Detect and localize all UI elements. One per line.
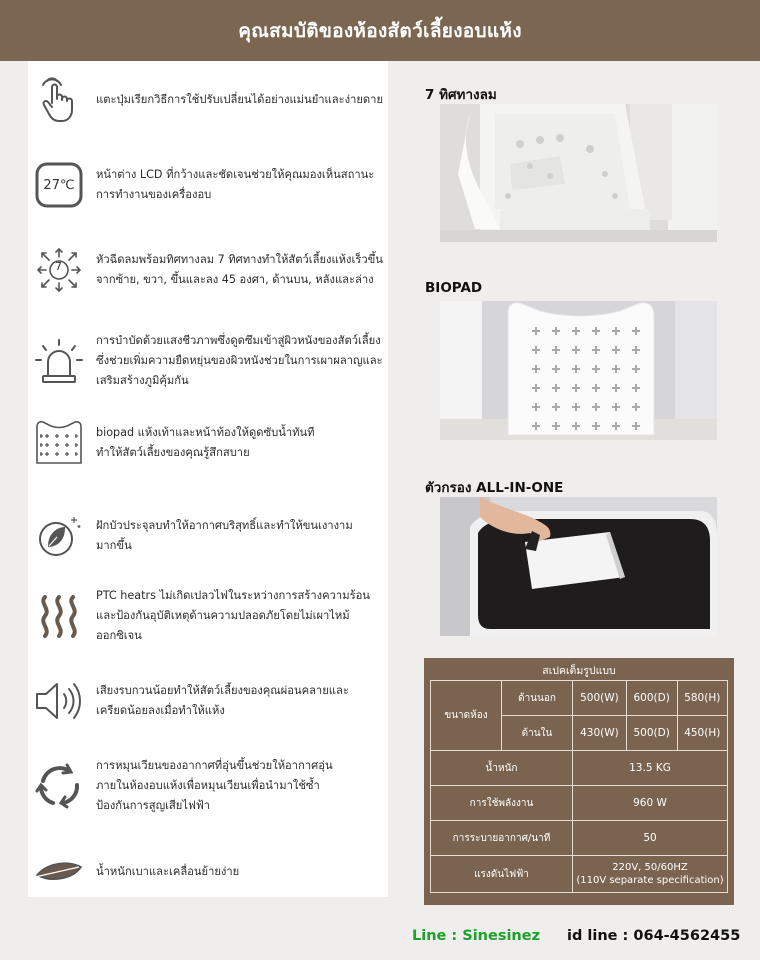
low-noise-speaker-icon xyxy=(28,673,90,729)
feature-text-line: มากขึ้น xyxy=(96,539,132,552)
page-title: คุณสมบัติของห้องสัตว์เลี้ยงอบแห้ง xyxy=(238,19,522,42)
weight-label: น้ำหนัก xyxy=(431,751,573,786)
lcd-icon-label: 27℃ xyxy=(43,177,75,193)
room-size-label: ขนาดห้อง xyxy=(431,681,502,751)
ptc-heater-waves-icon xyxy=(28,581,90,651)
inner-width: 430(W) xyxy=(573,716,627,751)
voltage-label: แรงดันไฟฟ้า xyxy=(431,856,573,893)
power-value: 960 W xyxy=(573,786,728,821)
features-panel xyxy=(28,61,388,897)
outer-width: 500(W) xyxy=(573,681,627,716)
air-recirculation-icon xyxy=(28,758,90,814)
power-label: การใช้พลังงาน xyxy=(431,786,573,821)
voltage-note: (110V separate specification) xyxy=(576,875,724,886)
leaf-purify-icon xyxy=(28,508,90,564)
feature-text-line: biopad แห้งเท้าและหน้าท้องให้ดูดซับน้ำทันที xyxy=(96,426,315,439)
wind-nozzle-photo xyxy=(440,104,717,242)
feature-text-line: หัวฉีดลมพร้อมทิศทางลม 7 ทิศทางทำให้สัตว์เลี้ยงแห้งเร็วขึ้น xyxy=(96,253,383,266)
light-therapy-lamp-icon xyxy=(28,333,90,389)
ventilation-label: การระบายอากาศ/นาที xyxy=(431,821,573,856)
feather-lightweight-icon xyxy=(28,844,90,900)
outer-depth: 600(D) xyxy=(626,681,677,716)
feature-text-line: เสริมสร้างภูมิคุ้มกัน xyxy=(96,374,189,387)
feature-air-recirculation xyxy=(28,756,388,816)
feature-text-line: ภายในห้องอบแห้งเพื่อหมุนเวียนเพื่อนำมาใช้ซ้ำ xyxy=(96,779,320,792)
feature-text-line: การหมุนเวียนของอากาศที่อุ่นขึ้นช่วยให้อากาศอุ่น xyxy=(96,759,333,772)
line-contact[interactable]: Line : Sinesinez xyxy=(412,928,541,944)
feature-text-line: เสียงรบกวนน้อยทำให้สัตว์เลี้ยงของคุณผ่อนคลายและ xyxy=(96,684,349,697)
seven-direction-airflow-icon xyxy=(28,242,90,298)
ventilation-value: 50 xyxy=(573,821,728,856)
filter-photo xyxy=(440,497,717,636)
id-line-contact[interactable]: id line : 064-4562455 xyxy=(567,928,741,944)
feature-text-line: PTC heatrs ไม่เกิดเปลวไฟในระหว่างการสร้างความร้อน xyxy=(96,589,370,602)
spec-table xyxy=(430,680,728,893)
touch-hand-icon xyxy=(28,72,90,128)
inner-depth: 500(D) xyxy=(626,716,677,751)
feature-text-line: ทำให้สัตว์เลี้ยงของคุณรู้สึกสบาย xyxy=(96,446,250,459)
feature-text-line: เครียดน้อยลงเมื่อทำให้แห้ง xyxy=(96,704,225,717)
filter-section-title: ตัวกรอง ALL-IN-ONE xyxy=(425,480,564,496)
spec-table-panel xyxy=(424,658,734,905)
outer-height: 580(H) xyxy=(677,681,727,716)
feature-text-line: ฝักบัวประจุลบทำให้อากาศบริสุทธิ์และทำให้ขนเงางาม xyxy=(96,519,353,532)
feature-text-line: จากซ้าย, ขวา, ขึ้นและลง 45 องศา, ด้านบน, หลังและล่าง xyxy=(96,273,374,286)
biopad-photo xyxy=(440,301,717,440)
airflow-icon-number: 7 xyxy=(55,260,62,273)
voltage-value xyxy=(573,856,728,893)
inner-label: ด้านใน xyxy=(502,716,573,751)
voltage-line: 220V, 50/60HZ xyxy=(612,862,688,873)
biopad-section-title: BIOPAD xyxy=(425,280,483,296)
feature-text-line: หน้าต่าง LCD ที่กว้างและชัดเจนช่วยให้คุณมองเห็นสถานะ xyxy=(96,168,375,181)
biopad-icon xyxy=(28,415,90,471)
feature-negative-ion xyxy=(28,508,388,564)
feature-low-noise xyxy=(28,673,388,729)
feature-text-line: การบำบัดด้วยแสงชีวภาพซึ่งดูดซึมเข้าสู่ผิวหนังของสัตว์เลี้ยง xyxy=(96,334,381,347)
feature-text-line: ซึ่งช่วยเพิ่มความยืดหยุ่นของผิวหนังช่วยในการเผาผลาญและ xyxy=(96,354,383,367)
weight-value: 13.5 KG xyxy=(573,751,728,786)
lcd-display-icon xyxy=(28,157,90,213)
feature-text-line: แตะปุ่มเรียกวิธีการใช้ปรับเปลี่ยนได้อย่างแม่นยำและง่ายดาย xyxy=(96,93,384,106)
feature-lcd xyxy=(28,157,388,213)
page-header xyxy=(0,0,760,61)
feature-airflow xyxy=(28,242,388,298)
feature-touch-controls xyxy=(28,72,388,128)
feature-biopad xyxy=(28,415,388,471)
feature-lightweight xyxy=(28,844,388,900)
wind-section-title: 7 ทิศทางลม xyxy=(425,87,497,103)
spec-title: สเปคเต็มรูปแบบ xyxy=(542,665,616,677)
feature-text-line: การทำงานของเครื่องอบ xyxy=(96,188,212,201)
feature-text-line: ป้องกันการสูญเสียไฟฟ้า xyxy=(96,799,211,812)
feature-text-line: ออกซิเจน xyxy=(96,629,142,642)
inner-height: 450(H) xyxy=(677,716,727,751)
feature-light-therapy xyxy=(28,331,388,391)
feature-ptc-heater xyxy=(28,581,388,651)
feature-text-line: น้ำหนักเบาและเคลื่อนย้ายง่าย xyxy=(96,865,240,878)
feature-text-line: และป้องกันอุบัติเหตุด้านความปลอดภัยโดยไม่เผาไหม้ xyxy=(96,609,350,622)
outer-label: ด้านนอก xyxy=(502,681,573,716)
